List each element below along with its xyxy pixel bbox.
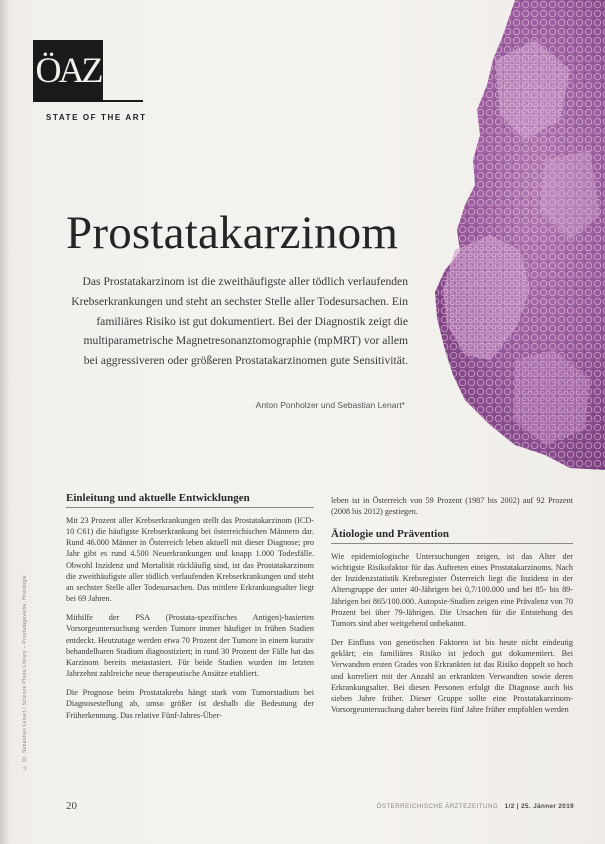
section-heading-intro: Einleitung und aktuelle Entwicklungen xyxy=(66,492,250,504)
issue-date: 1/2 | 25. Jänner 2019 xyxy=(504,803,574,810)
page-number: 20 xyxy=(66,800,77,812)
paragraph: Der Einfluss von genetischen Faktoren ist bis heute nicht eindeutig geklärt; ein familiäres Risiko ist jedoch gut dokumentiert. Bei Verwandten ersten Grades von Erkrankten ist das Risiko doppelt so hoch und korreliert mit der Anzahl an erkrankten Verwandten sowie deren Erkrankungsalter. Bei diesen Personen erfolgt die Diagnose auch bis sieben Jahre früher. Dieser Gruppe sollte eine Prostatakarzinom-Vorsorgeuntersuchung daher bereits fünf Jahre früher empfohlen werden xyxy=(331,638,573,715)
section-label: STATE OF THE ART xyxy=(46,113,147,122)
article-authors: Anton Ponholzer und Sebastian Lenart* xyxy=(255,400,405,410)
heading-rule xyxy=(331,543,573,544)
journal-name: ÖSTERREICHISCHE ÄRZTEZEITUNG xyxy=(376,803,499,810)
logo-wordmark: ÖAZ xyxy=(35,50,101,90)
image-credit: © Dr. Sebastian Lenart / Science Photo Library – Prostatagewebe, Histologie xyxy=(22,575,28,770)
paragraph: Die Prognose beim Prostatakrebs hängt stark vom Tumorstadium bei Diagnosestellung ab, umso größer ist deshalb die Bedeutung der Früherkennung. Das relative Fünf-Jahres-Über- xyxy=(66,688,314,720)
paragraph: leben ist in Österreich von 59 Prozent (1987 bis 2002) auf 92 Prozent (2008 bis 2012) gestiegen. xyxy=(331,496,573,517)
heading-rule xyxy=(66,507,314,508)
section-heading-etiology: Ätiologie und Prävention xyxy=(331,528,449,540)
logo-rule xyxy=(103,100,143,102)
paragraph: Mit 23 Prozent aller Krebserkrankungen stellt das Prostatakarzinom (ICD-10 C61) die häufigste Krebserkrankung bei österreichischen Männern dar. Rund 46.000 Männer in Österreich leben aktuell mit dieser Diagnose; pro Jahr gibt es rund 4.500 Neuerkrankungen und knapp 1.000 Todesfälle. Obwohl Inzidenz und Mortalität rückläufig sind, ist das Prostatakarzinom die zweithäufigste aller tödlich verlaufenden Krebserkrankungen und steht an sechster Stelle aller Todesursachen. Das mittlere Erkrankungsalter liegt bei 69 Jahren. xyxy=(66,516,314,604)
prostate-tissue-image xyxy=(395,0,605,470)
page-fold-shadow xyxy=(0,0,9,844)
paragraph: Mithilfe der PSA (Prostata-spezifisches Antigen)-basierten Vorsorgeuntersuchung werden Tumore immer häufiger in frühen Stadien entdeckt. Heutzutage werden etwa 70 Prozent der Tumore in einem kurativ behandelbaren Stadium diagnostiziert; in rund 30 Prozent der Fälle hat das Karzinom bereits metastasiert. Für beide Stadien wurden im letzten Jahrzehnt zahlreiche neue therapeutische Ansätze etabliert. xyxy=(66,613,314,679)
article-title: Prostatakarzinom xyxy=(66,207,399,260)
right-column-body xyxy=(331,551,573,723)
left-column xyxy=(66,515,314,729)
article-abstract: Das Prostatakarzinom ist die zweithäufigste aller tödlich verlaufenden Krebserkrankungen und steht an sechster Stelle aller Todesursachen. Ein familiäres Risiko ist gut dokumentiert. Bei der Diagnostik zeigt die multiparametrische Magnetresonanztomographie (mpMRT) vor allem bei aggressiveren oder größeren Prostatakarzinomen gute Sensitivität. xyxy=(71,275,408,368)
page-footer xyxy=(336,803,574,810)
magazine-logo xyxy=(33,40,103,102)
paragraph: Wie epidemiologische Untersuchungen zeigen, ist das Alter der wichtigste Risikofaktor für das Auftreten eines Prostatakarzinoms. Nach der Inzidenzstatistik Krebsregister Österreich liegt die Inzidenz in der Altersgruppe der unter 40-Jährigen bei 0,7/100.000 und bei 85- bis 89-Jährigen bei 865/100.000. Autopsie-Studien zeigen eine Prävalenz von 70 Prozent bei über 79-Jährigen. Die Ursachen für die Entstehung des Tumors sind aber weitgehend unbekannt. xyxy=(331,552,573,628)
right-column xyxy=(331,495,573,525)
